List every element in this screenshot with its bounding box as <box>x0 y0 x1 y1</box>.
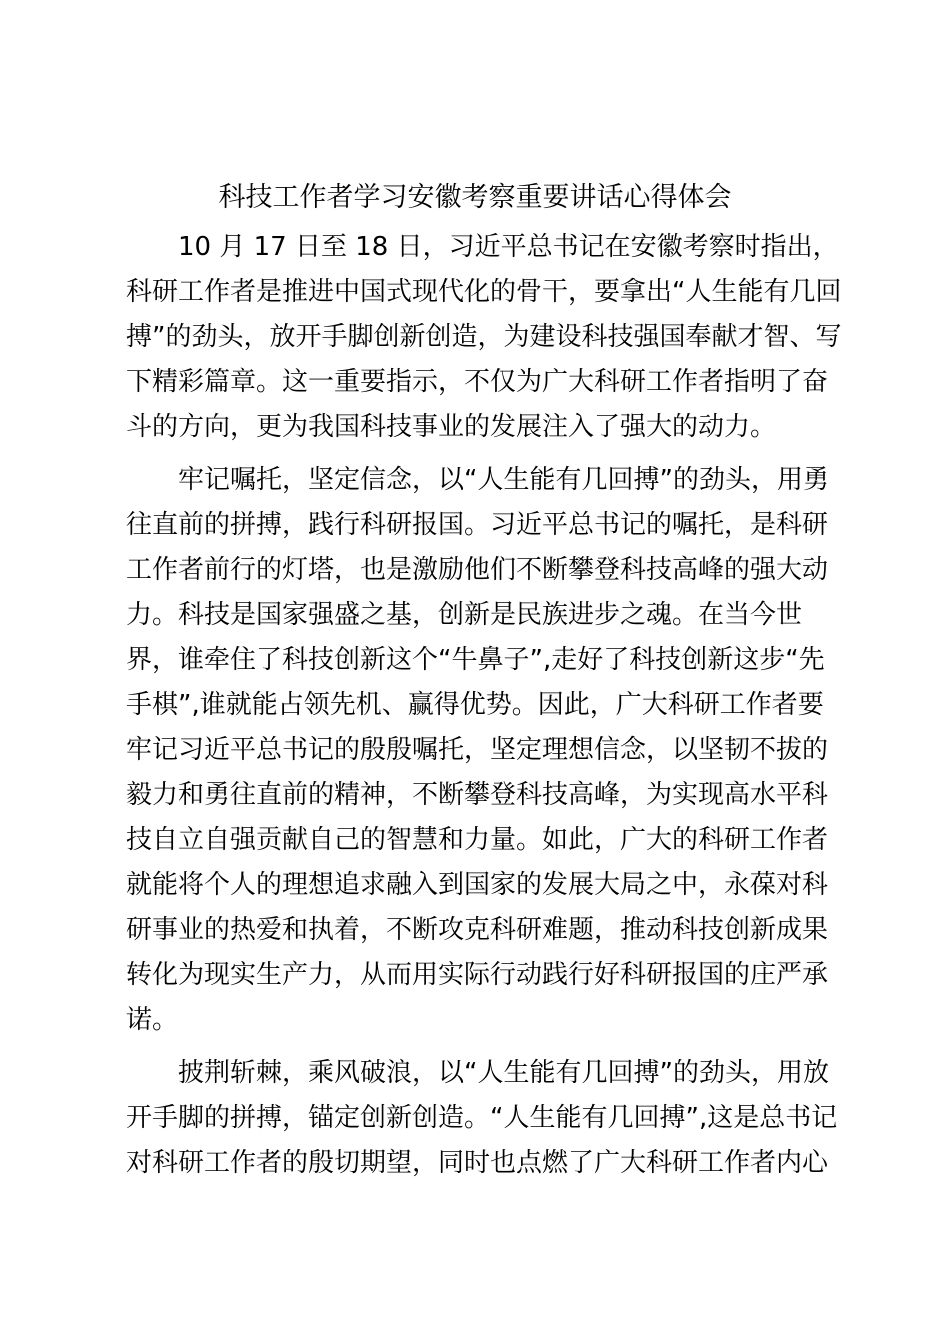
paragraph-3 <box>126 1051 838 1186</box>
paragraph-line: 界，谁牵住了科技创新这个“牛鼻子”,走好了科技创新这步“先 <box>126 645 825 675</box>
paragraph-line: 对科研工作者的殷切期望，同时也点燃了广大科研工作者内心 <box>126 1148 829 1178</box>
document-body <box>126 225 842 1186</box>
paragraph-line: 披荆斩棘，乘风破浪，以“人生能有几回搏”的劲头，用放 <box>178 1058 829 1088</box>
paragraph-2 <box>126 458 832 1043</box>
paragraph-line: 往直前的拼搏，践行科研报国。习近平总书记的嘱托，是科研 <box>126 510 829 540</box>
paragraph-line: 工作者前行的灯塔，也是激励他们不断攀登科技高峰的强大动 <box>126 555 829 585</box>
paragraph-line: 开手脚的拼搏，锚定创新创造。“人生能有几回搏”,这是总书记 <box>126 1103 838 1133</box>
paragraph-line: 牢记习近平总书记的殷殷嘱托，坚定理想信念，以坚韧不拔的 <box>126 735 829 765</box>
paragraph-line: 搏”的劲头，放开手脚创新创造，为建设科技强国奉献才智、写 <box>126 322 842 352</box>
paragraph-line: 技自立自强贡献自己的智慧和力量。如此，广大的科研工作者 <box>126 825 829 855</box>
paragraph-1 <box>126 225 842 450</box>
paragraph-line: 研事业的热爱和执着，不断攻克科研难题，推动科技创新成果 <box>126 915 829 945</box>
paragraph-line: 斗的方向，更为我国科技事业的发展注入了强大的动力。 <box>126 412 777 442</box>
paragraph-line: 牢记嘱托，坚定信念，以“人生能有几回搏”的劲头，用勇 <box>178 465 829 495</box>
paragraph-line: 10 月 17 日至 18 日，习近平总书记在安徽考察时指出， <box>178 232 839 262</box>
paragraph-line: 转化为现实生产力，从而用实际行动践行好科研报国的庄严承 <box>126 960 829 990</box>
paragraph-line: 诺。 <box>126 1005 179 1035</box>
paragraph-line: 下精彩篇章。这一重要指示，不仅为广大科研工作者指明了奋 <box>126 367 829 397</box>
paragraph-line: 毅力和勇往直前的精神，不断攀登科技高峰，为实现高水平科 <box>126 780 829 810</box>
document-title: 科技工作者学习安徽考察重要讲话心得体会 <box>218 182 732 213</box>
paragraph-line: 就能将个人的理想追求融入到国家的发展大局之中，永葆对科 <box>126 870 829 900</box>
paragraph-line: 手棋”,谁就能占领先机、赢得优势。因此，广大科研工作者要 <box>126 690 824 720</box>
paragraph-line: 科研工作者是推进中国式现代化的骨干，要拿出“人生能有几回 <box>126 277 842 307</box>
paragraph-line: 力。科技是国家强盛之基，创新是民族进步之魂。在当今世 <box>126 600 803 630</box>
